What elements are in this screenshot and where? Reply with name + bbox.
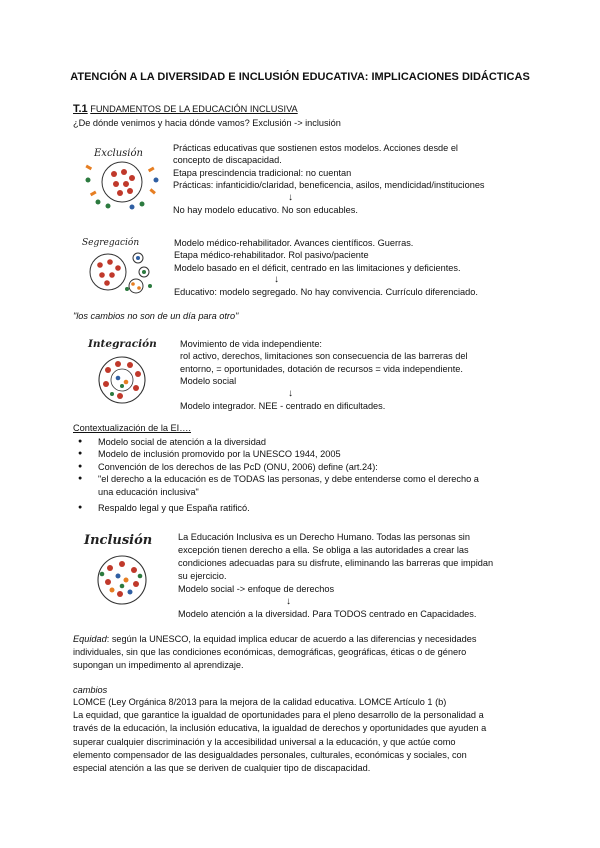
context-heading: Contextualización de la EI…. [73,423,191,433]
exclusion-text [173,142,485,216]
integration-line: Movimiento de vida independiente: [180,339,322,349]
down-arrow-icon: ↓ [288,191,293,203]
integration-figure-label: Integración [88,338,157,350]
list-item: ● Modelo de inclusión promovido por la UNESCO 1944, 2005 [78,448,479,460]
changes-heading: cambios [73,685,108,695]
inclusion-illustration [82,528,168,608]
equity-term: Equidad [73,634,107,644]
exclusion-line: concepto de discapacidad. [173,155,282,166]
segregation-figure-label: Segregación [82,238,140,248]
intro-question: ¿De dónde venimos y hacia dónde vamos? Exclusión -> inclusión [73,118,341,128]
segregation-illustration [80,234,166,298]
changes-line: superar cualquier discriminación y la accesibilidad universal a la educación, y que actúe como [73,736,456,747]
changes-line: LOMCE (Ley Orgánica 8/2013 para la mejora de la calidad educativa. LOMCE Artículo 1 (b) [73,697,447,707]
inclusion-result: Modelo atención a la diversidad. Para TODOS centrado en Capacidades. [178,609,477,619]
changes-line: especial atención a las que se deriven de cualquier tipo de discapacidad. [73,763,371,774]
changes-line: través de la educación, la inclusión educativa, la igualdad de derechos y oportunidades que ayuden a [73,723,487,734]
list-item: ● Respaldo legal y que España ratificó. [78,502,479,514]
equity-line: supongan un impedimento al aprendizaje. [73,660,244,671]
exclusion-result: No hay modelo educativo. No son educables. [173,204,358,215]
list-item-continuation [78,486,479,498]
down-arrow-icon: ↓ [286,596,291,607]
exclusion-line: Prácticas educativas que sostienen estos modelos. Acciones desde el [173,143,458,153]
document-title: ATENCIÓN A LA DIVERSIDAD E INCLUSIÓN EDUCATIVA: IMPLICACIONES DIDÁCTICAS [70,71,530,83]
segregation-text [174,237,478,299]
inclusion-line: su ejercicio. [178,571,227,581]
inclusion-line: La Educación Inclusiva es un Derecho Humano. Todas las personas sin [178,532,470,542]
changes-paragraph [73,696,486,775]
section-number: T.1 [73,103,88,115]
exclusion-line: Prácticas: infanticidio/claridad, beneficencia, asilos, mendicidad/instituciones [173,180,485,191]
changes-line: elemento compensador de las desigualdades personales, culturales, económicas y sociales, con [73,749,467,760]
exclusion-illustration [80,144,166,210]
down-arrow-icon: ↓ [274,274,279,286]
integration-line: entorno, = oportunidades, dotación de recursos = vida independiente. [180,363,463,374]
equity-line: individuales, sin que las condiciones económicas, demográficas, geográficas, éticas o de género [73,647,467,658]
bullet-continuation-text: una educación inclusiva" [98,486,199,497]
inclusion-figure-label: Inclusión [84,533,153,548]
list-item: ● Modelo social de atención a la diversidad [78,436,479,448]
section-label: FUNDAMENTOS DE LA EDUCACIÓN INCLUSIVA [90,104,298,114]
integration-line: rol activo, derechos, limitaciones son consecuencia de las barreras del [180,351,468,362]
segregation-line: Modelo basado en el déficit, centrado en las limitaciones y deficientes. [174,262,461,273]
segregation-line: Etapa médico-rehabilitador. Rol pasivo/paciente [174,250,369,261]
changes-line: La equidad, que garantice la igualdad de oportunidades para el pleno desarrollo de la personalidad a [73,710,484,721]
inclusion-line: Modelo social -> enfoque de derechos [178,584,335,594]
inclusion-line: excepción tienen derecho a ella. Se obliga a las autoridades a crear las [178,545,469,555]
integration-text [180,338,468,412]
inclusion-text [178,531,493,621]
quote-text: "los cambios no son de un día para otro" [73,311,239,321]
integration-illustration [86,334,166,408]
context-bullet-list [78,436,479,514]
section-heading [73,103,298,115]
list-item: ● "el derecho a la educación es de TODAS las personas, y debe entenderse como el derecho a [78,473,479,485]
exclusion-line: Etapa prescindencia tradicional: no cuentan [173,167,352,178]
down-arrow-icon: ↓ [288,387,293,399]
integration-line: Modelo social [180,376,237,387]
equity-paragraph [73,633,476,673]
inclusion-line: condiciones adecuadas para su disfrute, eliminando las barreras que impidan [178,558,494,568]
equity-line: : según la UNESCO, la equidad implica educar de acuerdo a las diferencias y necesidades [106,634,477,644]
segregation-line: Modelo médico-rehabilitador. Avances científicos. Guerras. [174,238,414,248]
integration-result: Modelo integrador. NEE - centrado en dificultades. [180,400,386,411]
list-item: ● Convención de los derechos de las PcD (ONU, 2006) define (art.24): [78,461,479,473]
segregation-result: Educativo: modelo segregado. No hay convivencia. Currículo diferenciado. [174,287,478,298]
exclusion-figure-label: Exclusión [94,148,143,159]
